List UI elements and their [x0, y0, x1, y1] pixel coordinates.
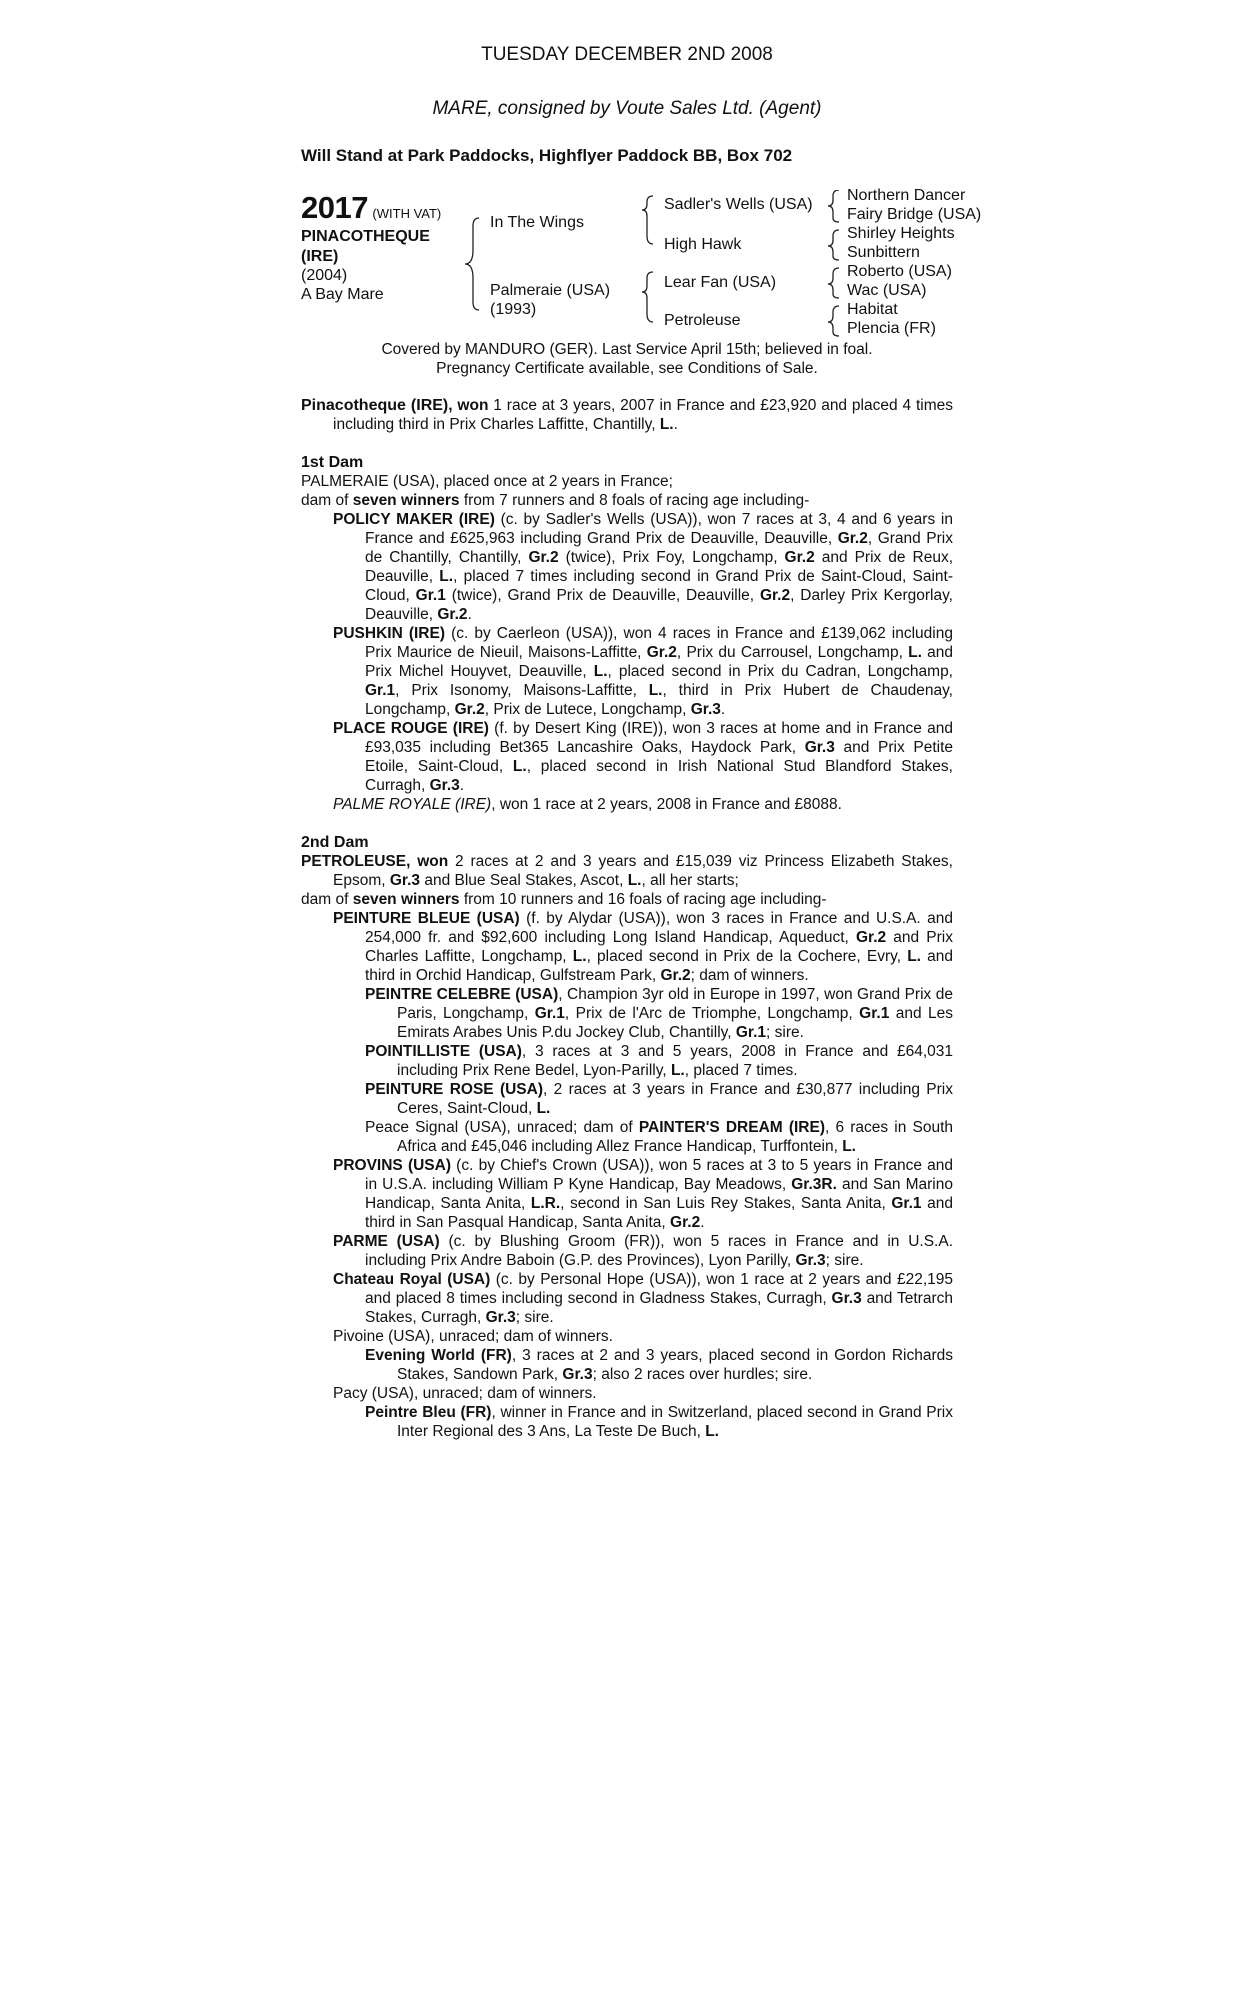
lot-number: 2017	[301, 190, 368, 225]
entry-text: , 6 races in South Africa and £45,046 including Allez France Handicap, Turffontein,	[397, 1119, 953, 1155]
dam-of-text: dam of	[301, 891, 353, 908]
entry-text: , second in San Luis Rey Stakes, Santa Anita,	[560, 1195, 892, 1212]
produce-entry	[301, 719, 953, 795]
grade-tag: Gr.2	[784, 549, 815, 566]
entry-text: , placed 7 times including second in Grand Prix de Saint-Cloud, Saint-Cloud,	[365, 568, 953, 604]
entry-text: , Prix du Carrousel, Longchamp,	[676, 644, 909, 661]
entry-text: (twice), Prix Foy, Longchamp,	[558, 549, 785, 566]
entry-text: and San Marino Handicap, Santa Anita,	[365, 1176, 953, 1212]
grade-tag: Gr.2	[646, 644, 677, 661]
ggp-8: Plencia (FR)	[847, 320, 936, 337]
intro-end: .	[673, 416, 678, 433]
sire-dam: High Hawk	[664, 236, 742, 253]
grade-tag: L.	[908, 644, 922, 661]
produce-entry	[301, 1346, 953, 1384]
ggp-7: Habitat	[847, 301, 898, 318]
catalogue-body	[301, 396, 953, 1441]
grade-tag: Gr.3	[831, 1290, 862, 1307]
entry-text: , Prix de l'Arc de Triomphe, Longchamp,	[564, 1005, 860, 1022]
entry-text: and Prix Michel Houyvet, Deauville,	[365, 644, 953, 680]
produce-name: PLACE ROUGE (IRE)	[333, 720, 489, 737]
dam: Palmeraie (USA)	[490, 282, 611, 299]
entry-text: , placed 7 times.	[684, 1062, 798, 1079]
sire: In The Wings	[490, 214, 584, 231]
entry-text: (c. by Chief's Crown (USA)), won 5 races at 3 to 5 years in France and in U.S.A. including William P Kyne Handicap, Bay Meadows,	[365, 1157, 953, 1193]
entry-text: (c. by Sadler's Wells (USA)), won 7 races at 3, 4 and 6 years in France and £625,963 including Grand Prix de Deauville, Deauville,	[365, 511, 953, 547]
entry-text: (twice), Grand Prix de Deauville, Deauville,	[445, 587, 760, 604]
entry-text: and Prix Petite Etoile, Saint-Cloud,	[365, 739, 953, 775]
produce-name: PALME ROYALE (IRE)	[333, 796, 492, 813]
ggp-2: Fairy Bridge (USA)	[847, 206, 982, 223]
grade-tag: L.	[907, 948, 921, 965]
produce-entry	[301, 1270, 953, 1327]
dam-brace	[642, 272, 653, 322]
entry-text: , Grand Prix de Chantilly, Chantilly,	[365, 530, 953, 566]
entry-text: , third in Prix Hubert de Chaudenay, Longchamp,	[365, 682, 953, 718]
ggp-brace-3	[828, 268, 839, 298]
ggp-4: Sunbittern	[847, 244, 920, 261]
dam-sire: Lear Fan (USA)	[664, 274, 777, 291]
produce-name: POINTILLISTE (USA)	[365, 1043, 522, 1060]
covered-line1: Covered by MANDURO (GER). Last Service April 15th; believed in foal.	[381, 341, 873, 358]
entry-text: (c. by Blushing Groom (FR)), won 5 races in France and in U.S.A. including Prix Andre Baboin (G.P. des Provinces), Lyon Parilly,	[365, 1233, 954, 1269]
entry-text: , placed second in Prix du Cadran, Longchamp,	[607, 663, 953, 680]
horse-description: A Bay Mare	[301, 286, 384, 303]
grade-tag: Gr.3	[429, 777, 460, 794]
sire-sire: Sadler's Wells (USA)	[664, 196, 813, 213]
entry-text: and Prix Charles Laffitte, Longchamp,	[365, 929, 953, 965]
ggp-brace-4	[828, 306, 839, 336]
grade-tag: Gr.3	[562, 1366, 593, 1383]
grade-tag: Gr.2	[437, 606, 468, 623]
entry-text: Peace Signal (USA), unraced; dam of	[365, 1119, 639, 1136]
dam-dam: Petroleuse	[664, 312, 741, 329]
entry-text: and Blue Seal Stakes, Ascot,	[420, 872, 628, 889]
grade-tag: Gr.1	[859, 1005, 890, 1022]
produce-entry	[301, 1156, 953, 1232]
second-dam-name: PETROLEUSE	[301, 853, 407, 870]
grade-tag: L.	[512, 758, 527, 775]
grade-tag: Gr.3	[804, 739, 835, 756]
covered-line2: Pregnancy Certificate available, see Conditions of Sale.	[436, 360, 818, 377]
grade-tag: Gr.1	[534, 1005, 565, 1022]
dam-of-text: dam of	[301, 492, 353, 509]
produce-name: PEINTURE BLEUE (USA)	[333, 910, 520, 927]
grade-tag: L.	[572, 948, 587, 965]
first-dam-produce	[301, 491, 953, 510]
dam-year: (1993)	[490, 301, 537, 318]
produce-name: PUSHKIN (IRE)	[333, 625, 445, 642]
first-dam-line: PALMERAIE (USA), placed once at 2 years in France;	[301, 473, 673, 490]
ggp-brace-1	[828, 190, 839, 222]
produce-name: PARME (USA)	[333, 1233, 440, 1250]
runners-text: from 7 runners and 8 foals of racing age including-	[459, 492, 810, 509]
entry-text: and Tetrarch Stakes, Curragh,	[365, 1290, 953, 1326]
sale-date: TUESDAY DECEMBER 2ND 2008	[481, 44, 773, 65]
entry-text: .	[459, 777, 465, 794]
ggp-brace-2	[828, 230, 839, 260]
intro-paragraph	[301, 396, 953, 434]
entry-text: and Les Emirats Arabes Unis P.du Jockey Club, Chantilly,	[397, 1005, 953, 1041]
main-brace	[465, 218, 479, 310]
produce-name: Evening World (FR)	[365, 1347, 512, 1364]
produce-entry	[301, 1080, 953, 1118]
produce-name: PEINTURE ROSE (USA)	[365, 1081, 544, 1098]
covered-note	[0, 340, 1254, 378]
produce-name: PROVINS (USA)	[333, 1157, 451, 1174]
grade-tag: Gr.2	[670, 1214, 701, 1231]
produce-name: Peintre Bleu (FR)	[365, 1404, 492, 1421]
entry-text: , 3 races at 2 and 3 years, placed second in Gordon Richards Stakes, Sandown Park,	[397, 1347, 953, 1383]
produce-name: Chateau Royal (USA)	[333, 1271, 491, 1288]
intro-text: 1 race at 3 years, 2007 in France and £23,920 and placed 4 times including third in Prix Charles Laffitte, Chantilly,	[333, 397, 953, 433]
entry-text: ; sire.	[766, 1024, 804, 1041]
produce-name: POLICY MAKER (IRE)	[333, 511, 495, 528]
grade-tag: Gr.1	[365, 682, 396, 699]
grade-tag: Gr.3	[795, 1252, 826, 1269]
grade-tag: Gr.2	[855, 929, 887, 946]
pedigree-table	[301, 187, 1001, 350]
entry-text: , 2 races at 3 years in France and £30,877 including Prix Ceres, Saint-Cloud,	[397, 1081, 953, 1117]
produce-entry	[301, 985, 953, 1042]
entry-text: 2 races at 2 and 3 years and £15,039 viz Princess Elizabeth Stakes, Epsom,	[333, 853, 953, 889]
grade-tag: Gr.3R.	[791, 1176, 837, 1193]
entry-text: and Prix de Reux, Deauville,	[365, 549, 953, 585]
entry-text: , all her starts;	[641, 872, 739, 889]
entry-text: , Darley Prix Kergorlay, Deauville,	[365, 587, 953, 623]
winners-count: seven winners	[352, 891, 460, 908]
grade-tag: Gr.2	[528, 549, 559, 566]
entry-text: (f. by Desert King (IRE)), won 3 races at home and in France and £93,035 including Bet365 Lancashire Oaks, Haydock Park,	[365, 720, 953, 756]
sire-brace	[642, 196, 653, 244]
produce-entry: Pivoine (USA), unraced; dam of winners.	[333, 1328, 613, 1345]
horse-year: (2004)	[301, 267, 348, 284]
produce-entry: Pacy (USA), unraced; dam of winners.	[333, 1385, 597, 1402]
entry-text: .	[467, 606, 472, 623]
winners-count: seven winners	[352, 492, 460, 509]
entry-text: ; also 2 races over hurdles; sire.	[592, 1366, 813, 1383]
produce-entry	[301, 1232, 953, 1270]
grade-tag: Gr.3	[389, 872, 421, 889]
ggp-6: Wac (USA)	[847, 282, 927, 299]
runners-text: from 10 runners and 16 foals of racing age including-	[459, 891, 827, 908]
grade-tag: L.	[439, 568, 454, 585]
ggp-1: Northern Dancer	[847, 187, 966, 204]
ggp-3: Shirley Heights	[847, 225, 955, 242]
horse-name-line1: PINACOTHEQUE	[301, 228, 430, 245]
produce-entry	[301, 795, 953, 814]
entry-text: (c. by Personal Hope (USA)), won 1 race at 2 years and £22,195 and placed 8 times including second in Gladness Stakes, Curragh,	[365, 1271, 953, 1307]
ggp-5: Roberto (USA)	[847, 263, 952, 280]
produce-entry	[301, 1042, 953, 1080]
entry-text: , Prix de Lutece, Longchamp,	[484, 701, 691, 718]
grade-tag: L.R.	[530, 1195, 561, 1212]
entry-text: ; dam of winners.	[690, 967, 809, 984]
entry-text: , 3 races at 3 and 5 years, 2008 in France and £64,031 including Prix Rene Bedel, Lyon-Parilly,	[397, 1043, 953, 1079]
horse-name-bold: Pinacotheque (IRE)	[301, 397, 449, 414]
produce-entry	[301, 510, 953, 624]
grade-tag: Gr.2	[837, 530, 868, 547]
horse-name-line2: (IRE)	[301, 248, 339, 265]
produce-name: PAINTER'S DREAM (IRE)	[638, 1119, 826, 1136]
grade-tag: Gr.3	[690, 701, 721, 718]
entry-text: ; sire.	[825, 1252, 864, 1269]
entry-text: and third in San Pasqual Handicap, Santa Anita,	[365, 1195, 953, 1231]
first-dam-heading: 1st Dam	[301, 454, 364, 471]
produce-entry	[301, 1403, 953, 1441]
grade-tag: L.	[593, 663, 608, 680]
grade-tag: L.	[536, 1100, 551, 1117]
grade-tag: L.	[648, 682, 663, 699]
produce-entry	[301, 909, 953, 985]
entry-text: .	[700, 1214, 705, 1231]
entry-text: .	[720, 701, 726, 718]
grade-tag: Gr.1	[735, 1024, 767, 1041]
grade-tag: L.	[705, 1423, 719, 1440]
entry-text: , Prix Isonomy, Maisons-Laffitte,	[395, 682, 649, 699]
intro-won: , won	[448, 397, 489, 414]
vat-note: (WITH VAT)	[372, 206, 442, 221]
second-dam-produce	[301, 890, 953, 909]
entry-text: (c. by Caerleon (USA)), won 4 races in France and £139,062 including Prix Maurice de Nieuil, Maisons-Laffitte,	[365, 625, 953, 661]
entry-text: , Champion 3yr old in Europe in 1997, won Grand Prix de Paris, Longchamp,	[397, 986, 954, 1022]
listed-tag: L.	[659, 416, 674, 433]
stand-location: Will Stand at Park Paddocks, Highflyer Paddock BB, Box 702	[301, 146, 793, 165]
second-dam-heading: 2nd Dam	[301, 834, 369, 851]
produce-entry	[301, 624, 953, 719]
grade-tag: Gr.2	[454, 701, 485, 718]
produce-entry	[301, 1118, 953, 1156]
consignor-line: MARE, consigned by Voute Sales Ltd. (Agent)	[432, 98, 822, 119]
grade-tag: Gr.3	[485, 1309, 516, 1326]
grade-tag: L.	[670, 1062, 685, 1079]
won-text: , won	[406, 853, 449, 870]
grade-tag: Gr.1	[891, 1195, 922, 1212]
grade-tag: L.	[842, 1138, 856, 1155]
entry-text: , winner in France and in Switzerland, placed second in Grand Prix Inter Regional des 3 Ans, La Teste De Buch,	[397, 1404, 953, 1440]
grade-tag: Gr.2	[660, 967, 691, 984]
entry-text: and third in Orchid Handicap, Gulfstream Park,	[365, 948, 953, 984]
produce-name: PEINTRE CELEBRE (USA)	[365, 986, 559, 1003]
second-dam-entry	[301, 852, 953, 890]
entry-text: , placed second in Irish National Stud Blandford Stakes, Curragh,	[365, 758, 953, 794]
entry-text: ; sire.	[515, 1309, 554, 1326]
entry-text: , won 1 race at 2 years, 2008 in France and £8088.	[491, 796, 842, 813]
grade-tag: Gr.1	[415, 587, 446, 604]
entry-text: , placed second in Prix de la Cochere, Evry,	[586, 948, 908, 965]
grade-tag: Gr.2	[759, 587, 791, 604]
grade-tag: L.	[627, 872, 642, 889]
entry-text: (f. by Alydar (USA)), won 3 races in France and U.S.A. and 254,000 fr. and $92,600 including Long Island Handicap, Aqueduct,	[365, 910, 953, 946]
